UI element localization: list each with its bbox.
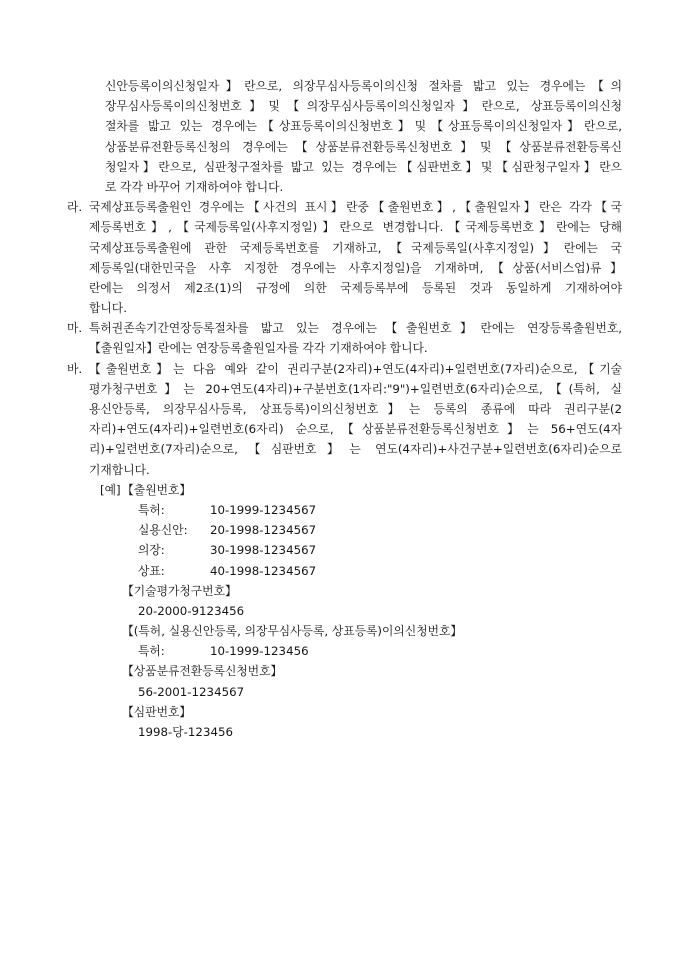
example-row-label: 특허: bbox=[138, 644, 165, 659]
text-line: 용신안등록, 의장무심사등록, 상표등록)이의신청번호】는 등록의 종류에 따라 권리구분(2 bbox=[89, 402, 622, 416]
text-line: 제등록번호】,【국제등록일(사후지정일)】란으로 변경합니다.【국제등록번호】란에는 당해 bbox=[89, 220, 622, 235]
example-row-label: 특허: bbox=[138, 502, 165, 517]
example-block bbox=[0, 480, 680, 742]
example-row bbox=[0, 561, 680, 581]
text-line: 국제상표등록출원에 관한 국제등록번호를 기재하고,【국제등록일(사후지정일)】란에는 국 bbox=[89, 240, 622, 255]
example-label: [예] bbox=[100, 482, 121, 497]
item-marker: 마. bbox=[67, 321, 83, 336]
text-line: 【출원번호】는 다음 예와 같이 권리구분(2자리)+연도(4자리)+일련번호(7자리)순으로,【기술 bbox=[89, 361, 622, 376]
application-number-heading: 【출원번호】 bbox=[122, 482, 192, 497]
example-row bbox=[0, 641, 680, 661]
example-row-label: 의장: bbox=[138, 543, 165, 558]
example-row-value: 20-1998-1234567 bbox=[210, 523, 317, 538]
example-row-value: 40-1998-1234567 bbox=[210, 563, 317, 578]
continuation-paragraph bbox=[105, 76, 622, 197]
tech-eval-heading: 【기술평가청구번호】 bbox=[122, 583, 237, 598]
text-line: 제등록일(대한민국을 사후 지정한 경우에는 사후지정일)을 기재하며,【상품(서비스업)류】 bbox=[89, 260, 622, 275]
tech-eval-value: 20-2000-9123456 bbox=[138, 603, 245, 618]
text-line: 장무심사등록이의신청번호】및【의장무심사등록이의신청일자】란으로, 상표등록이의신청 bbox=[105, 99, 622, 114]
example-row-value: 10-1999-123456 bbox=[210, 644, 309, 659]
trial-value: 1998-당-123456 bbox=[138, 725, 233, 739]
example-row bbox=[0, 500, 680, 520]
text-line: 로 각각 바꾸어 기재하여야 합니다. bbox=[105, 179, 284, 194]
text-line: 신안등록이의신청일자】란으로, 의장무심사등록이의신청 절차를 밟고 있는 경우에는【의 bbox=[105, 79, 622, 93]
opposition-heading: 【(특허, 실용신안등록, 의장무심사등록, 상표등록)이의신청번호】 bbox=[122, 624, 463, 639]
text-line: 합니다. bbox=[89, 301, 127, 316]
example-heading-row bbox=[0, 480, 680, 500]
text-line: 절차를 밟고 있는 경우에는【상표등록이의신청번호】및【상표등록이의신청일자】란으로, bbox=[105, 119, 622, 134]
classification-heading: 【상품분류전환등록신청번호】 bbox=[122, 664, 283, 679]
trial-heading: 【심판번호】 bbox=[122, 704, 192, 719]
example-row-value: 30-1998-1234567 bbox=[210, 543, 317, 558]
example-row-label: 상표: bbox=[138, 563, 165, 578]
text-line: 【출원일자】란에는 연장등록출원일자를 각각 기재하여야 합니다. bbox=[89, 341, 428, 356]
text-line: 란에는 의정서 제2조(1)의 규정에 의한 국제등록부에 등록된 것과 동일하게 기재하여야 bbox=[89, 280, 622, 295]
text-line: 청일자】란으로, 심판청구절차를 밟고 있는 경우에는【심판번호】및【심판청구일자】란으 bbox=[105, 159, 622, 174]
classification-value: 56-2001-1234567 bbox=[138, 684, 245, 699]
item-ma bbox=[67, 318, 622, 358]
item-ra bbox=[67, 197, 622, 318]
item-marker: 라. bbox=[67, 200, 83, 215]
text-line: 자리)+연도(4자리)+일련번호(6자리) 순으로,【상품분류전환등록신청번호】는 56+연도(4자 bbox=[89, 422, 622, 437]
text-line: 평가청구번호】는 20+연도(4자리)+구분번호(1자리:"9")+일련번호(6자리)순으로,【(특허, 실 bbox=[89, 381, 622, 396]
example-row bbox=[0, 520, 680, 540]
example-row bbox=[0, 540, 680, 560]
text-line: 특허권존속기간연장등록절차를 밟고 있는 경우에는【출원번호】란에는 연장등록출원번호, bbox=[89, 321, 622, 336]
item-ba bbox=[67, 359, 622, 480]
example-row-label: 실용신안: bbox=[138, 523, 188, 538]
text-line: 기재합니다. bbox=[89, 462, 150, 477]
text-line: 상품분류전환등록신청의 경우에는【상품분류전환등록신청번호】및【상품분류전환등록신 bbox=[105, 139, 622, 154]
document-page bbox=[0, 76, 680, 742]
text-line: 리)+일련번호(7자리)순으로,【심판번호】는 연도(4자리)+사건구분+일련번호(6자리)순으로 bbox=[89, 442, 622, 457]
text-line: 국제상표등록출원인 경우에는【사건의 표시】란중【출원번호】,【출원일자】란은 각각【국 bbox=[89, 200, 622, 215]
example-row-value: 10-1999-1234567 bbox=[210, 502, 317, 517]
item-marker: 바. bbox=[67, 361, 83, 376]
